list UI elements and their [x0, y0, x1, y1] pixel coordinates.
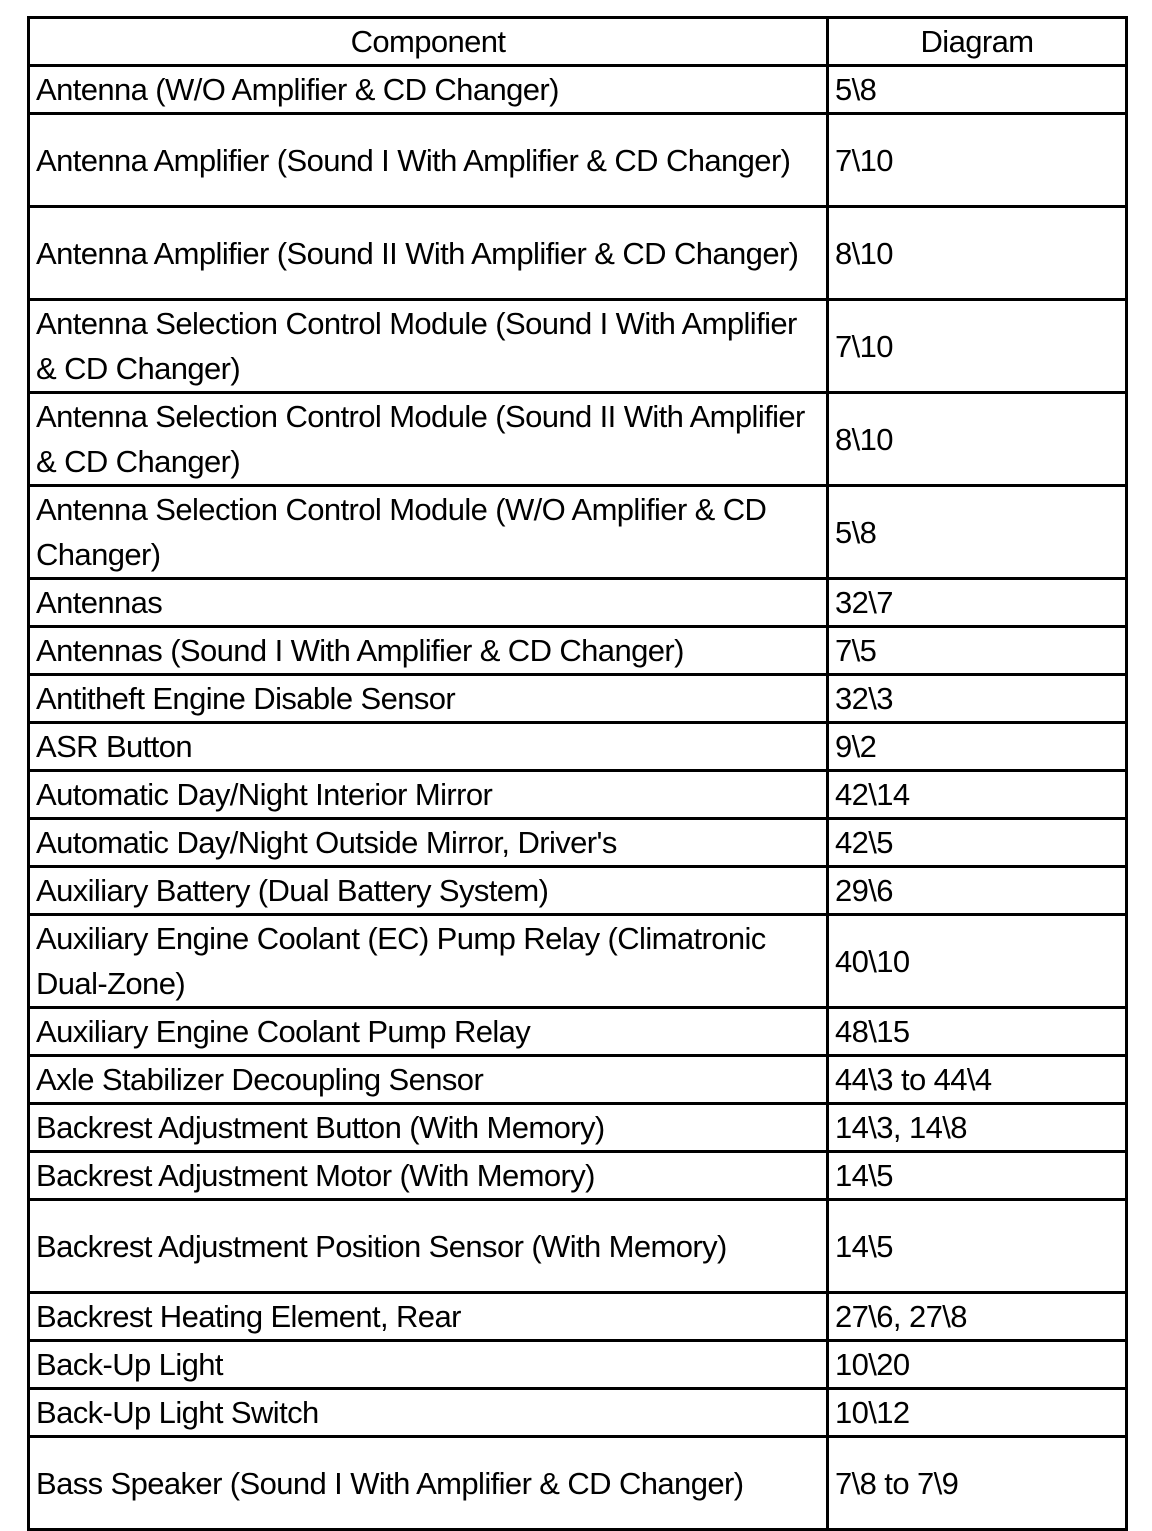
component-cell: Auxiliary Battery (Dual Battery System) — [29, 867, 828, 915]
table-row — [29, 1437, 1127, 1530]
table-row — [29, 819, 1127, 867]
diagram-cell: 44\3 to 44\4 — [828, 1056, 1127, 1104]
table-row — [29, 1152, 1127, 1200]
diagram-cell: 7\10 — [828, 300, 1127, 393]
diagram-cell: 27\6, 27\8 — [828, 1293, 1127, 1341]
component-cell: Bass Speaker (Sound I With Amplifier & CD Changer) — [29, 1437, 828, 1530]
component-cell: Antennas — [29, 579, 828, 627]
component-cell: Antennas (Sound I With Amplifier & CD Changer) — [29, 627, 828, 675]
table-row — [29, 114, 1127, 207]
diagram-cell: 14\5 — [828, 1152, 1127, 1200]
component-cell: Antenna (W/O Amplifier & CD Changer) — [29, 66, 828, 114]
diagram-cell: 14\5 — [828, 1200, 1127, 1293]
diagram-cell: 9\2 — [828, 723, 1127, 771]
diagram-column-header: Diagram — [828, 18, 1127, 66]
component-cell: Auxiliary Engine Coolant Pump Relay — [29, 1008, 828, 1056]
table-body — [29, 66, 1127, 1530]
diagram-cell: 5\8 — [828, 66, 1127, 114]
component-cell: Antenna Selection Control Module (Sound I With Amplifier & CD Changer) — [29, 300, 828, 393]
component-cell: ASR Button — [29, 723, 828, 771]
table-row — [29, 300, 1127, 393]
diagram-cell: 42\5 — [828, 819, 1127, 867]
component-column-header: Component — [29, 18, 828, 66]
diagram-cell: 7\10 — [828, 114, 1127, 207]
diagram-cell: 7\5 — [828, 627, 1127, 675]
diagram-cell: 32\3 — [828, 675, 1127, 723]
diagram-cell: 14\3, 14\8 — [828, 1104, 1127, 1152]
diagram-cell: 48\15 — [828, 1008, 1127, 1056]
table-row — [29, 867, 1127, 915]
table-header — [29, 18, 1127, 66]
table-row — [29, 1389, 1127, 1437]
component-cell: Antenna Selection Control Module (Sound II With Amplifier & CD Changer) — [29, 393, 828, 486]
diagram-cell: 29\6 — [828, 867, 1127, 915]
diagram-cell: 40\10 — [828, 915, 1127, 1008]
diagram-cell: 5\8 — [828, 486, 1127, 579]
table-row — [29, 771, 1127, 819]
component-diagram-table — [27, 16, 1128, 1531]
component-cell: Automatic Day/Night Interior Mirror — [29, 771, 828, 819]
component-cell: Backrest Heating Element, Rear — [29, 1293, 828, 1341]
table-row — [29, 675, 1127, 723]
component-cell: Automatic Day/Night Outside Mirror, Driver's — [29, 819, 828, 867]
component-cell: Back-Up Light — [29, 1341, 828, 1389]
table-row — [29, 1341, 1127, 1389]
diagram-cell: 10\20 — [828, 1341, 1127, 1389]
diagram-cell: 7\8 to 7\9 — [828, 1437, 1127, 1530]
table-row — [29, 1008, 1127, 1056]
component-cell: Antenna Selection Control Module (W/O Amplifier & CD Changer) — [29, 486, 828, 579]
diagram-cell: 32\7 — [828, 579, 1127, 627]
component-cell: Antenna Amplifier (Sound II With Amplifier & CD Changer) — [29, 207, 828, 300]
table-row — [29, 1104, 1127, 1152]
table-row — [29, 723, 1127, 771]
component-cell: Back-Up Light Switch — [29, 1389, 828, 1437]
table-row — [29, 486, 1127, 579]
table-row — [29, 579, 1127, 627]
table-row — [29, 1056, 1127, 1104]
table-row — [29, 1293, 1127, 1341]
table-row — [29, 915, 1127, 1008]
diagram-cell: 8\10 — [828, 393, 1127, 486]
diagram-cell: 10\12 — [828, 1389, 1127, 1437]
table-row — [29, 393, 1127, 486]
component-cell: Backrest Adjustment Motor (With Memory) — [29, 1152, 828, 1200]
table-row — [29, 207, 1127, 300]
table-row — [29, 627, 1127, 675]
header-row — [29, 18, 1127, 66]
component-cell: Antitheft Engine Disable Sensor — [29, 675, 828, 723]
component-cell: Backrest Adjustment Position Sensor (With Memory) — [29, 1200, 828, 1293]
component-cell: Antenna Amplifier (Sound I With Amplifier & CD Changer) — [29, 114, 828, 207]
component-cell: Backrest Adjustment Button (With Memory) — [29, 1104, 828, 1152]
component-cell: Auxiliary Engine Coolant (EC) Pump Relay (Climatronic Dual-Zone) — [29, 915, 828, 1008]
diagram-cell: 8\10 — [828, 207, 1127, 300]
table-row — [29, 1200, 1127, 1293]
table-row — [29, 66, 1127, 114]
component-cell: Axle Stabilizer Decoupling Sensor — [29, 1056, 828, 1104]
diagram-cell: 42\14 — [828, 771, 1127, 819]
